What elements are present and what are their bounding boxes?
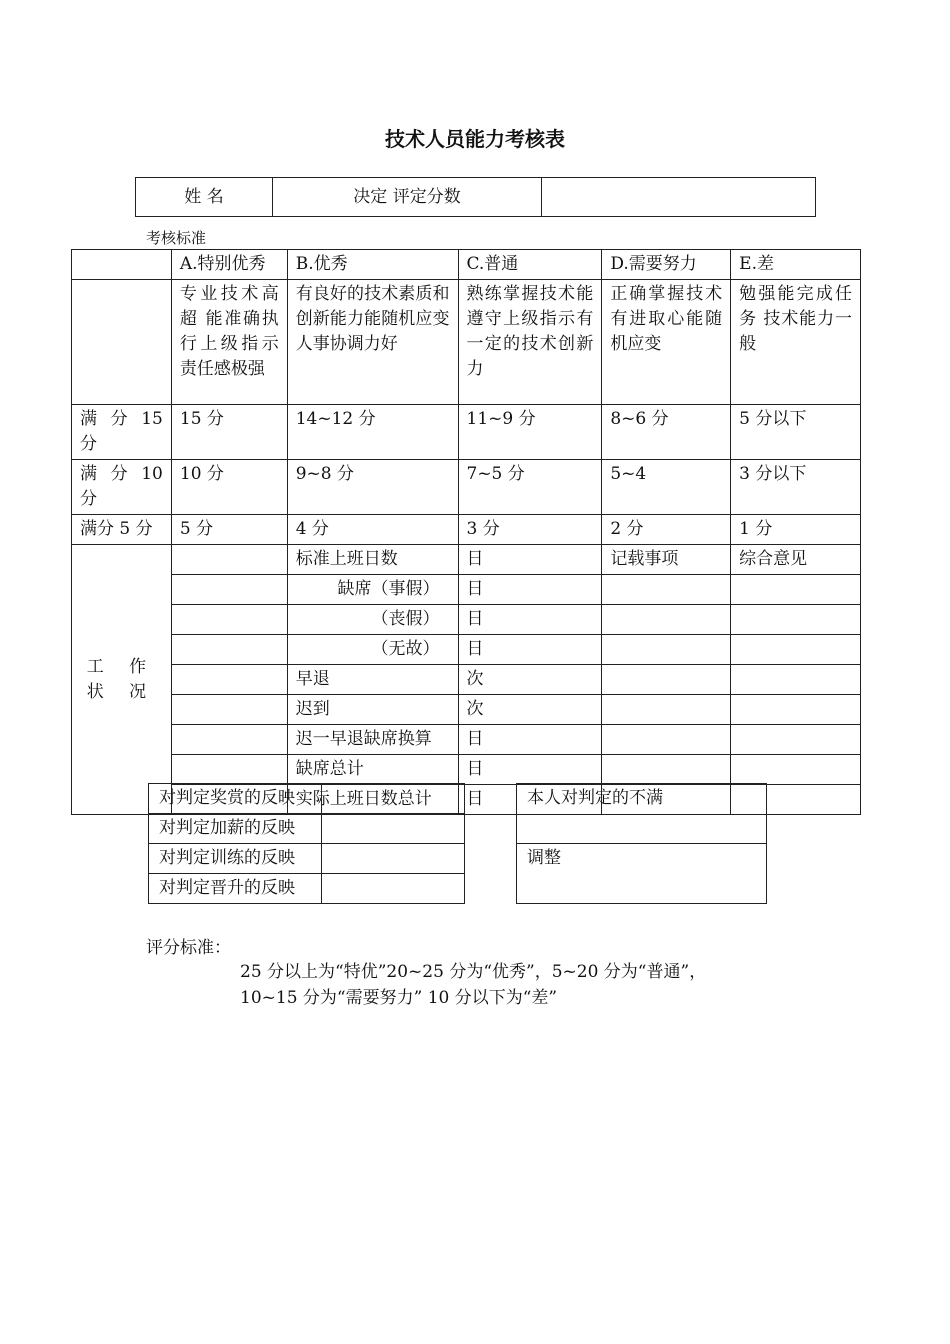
- desc-e: 勉强能完成任务 技术能力一般: [731, 280, 861, 405]
- assessment-table: [71, 249, 861, 815]
- response-field[interactable]: [322, 874, 465, 904]
- response-field[interactable]: [322, 814, 465, 844]
- desc-b: 有良好的技术素质和创新能力能随机应变人事协调力好: [287, 280, 458, 405]
- work-unit: 日: [458, 755, 602, 785]
- work-record[interactable]: [602, 695, 731, 725]
- work-unit: 日: [458, 545, 602, 575]
- work-unit: 日: [458, 575, 602, 605]
- work-item: 标准上班日数: [287, 545, 458, 575]
- work-record[interactable]: [602, 755, 731, 785]
- grade-d: D.需要努力: [602, 250, 731, 280]
- grade-b: B.优秀: [287, 250, 458, 280]
- work-item: 迟一早退缺席换算: [287, 725, 458, 755]
- work-blank-cell: [171, 605, 287, 635]
- work-unit: 日: [458, 605, 602, 635]
- score-cell: 1 分: [731, 515, 861, 545]
- work-blank-cell: [171, 755, 287, 785]
- work-item: 缺席总计: [287, 755, 458, 785]
- desc-corner-cell: [72, 280, 172, 405]
- response-label: 对判定训练的反映: [149, 844, 322, 874]
- score-cell: 5~4: [602, 460, 731, 515]
- work-item: 早退: [287, 665, 458, 695]
- score-row-label: 满 分 10分: [72, 460, 172, 515]
- score-cell: 5 分: [171, 515, 287, 545]
- work-record[interactable]: [602, 725, 731, 755]
- grade-e: E.差: [731, 250, 861, 280]
- desc-d: 正确掌握技术 有进取心能随机应变: [602, 280, 731, 405]
- work-unit: 日: [458, 725, 602, 755]
- work-record[interactable]: [602, 575, 731, 605]
- score-cell: 3 分以下: [731, 460, 861, 515]
- work-opinion[interactable]: [731, 635, 861, 665]
- work-item: 缺席（事假）: [287, 575, 458, 605]
- work-blank-cell: [171, 695, 287, 725]
- work-opinion[interactable]: [731, 695, 861, 725]
- score-cell: 8~6 分: [602, 405, 731, 460]
- score-cell: 7~5 分: [458, 460, 602, 515]
- work-blank-cell: [171, 665, 287, 695]
- score-cell: 5 分以下: [731, 405, 861, 460]
- score-row-label: 满分 5 分: [72, 515, 172, 545]
- corner-cell: [72, 250, 172, 280]
- score-value-field[interactable]: [542, 178, 816, 217]
- work-opinion[interactable]: [731, 605, 861, 635]
- work-blank-cell: [171, 635, 287, 665]
- work-record: 记载事项: [602, 545, 731, 575]
- work-unit: 日: [458, 635, 602, 665]
- work-record[interactable]: [602, 605, 731, 635]
- dissatisfaction-table: [516, 783, 767, 904]
- work-opinion[interactable]: [731, 755, 861, 785]
- score-cell: 15 分: [171, 405, 287, 460]
- scoring-label: 评分标准：: [146, 938, 231, 958]
- response-field[interactable]: [322, 784, 465, 814]
- response-label: 对判定加薪的反映: [149, 814, 322, 844]
- score-label: 决定 评定分数: [273, 178, 542, 217]
- scoring-line-2: 10~15 分为“需要努力” 10 分以下为“差”: [240, 988, 558, 1008]
- adjustment-field[interactable]: 调整: [517, 844, 767, 904]
- work-unit: 次: [458, 665, 602, 695]
- work-blank-cell: [171, 575, 287, 605]
- work-item: 实际上班日数总计: [287, 785, 458, 815]
- score-cell: 3 分: [458, 515, 602, 545]
- score-cell: 2 分: [602, 515, 731, 545]
- name-label: 姓 名: [136, 178, 273, 217]
- dissatisfaction-field[interactable]: 本人对判定的不满: [517, 784, 767, 844]
- score-cell: 14~12 分: [287, 405, 458, 460]
- response-label: 对判定奖赏的反映: [149, 784, 322, 814]
- work-unit: 日: [458, 785, 602, 815]
- work-record[interactable]: [602, 635, 731, 665]
- work-opinion: 综合意见: [731, 545, 861, 575]
- work-blank-cell: [171, 725, 287, 755]
- grade-c: C.普通: [458, 250, 602, 280]
- work-opinion[interactable]: [731, 575, 861, 605]
- response-table: [148, 783, 465, 904]
- grade-a: A.特别优秀: [171, 250, 287, 280]
- work-record[interactable]: [602, 665, 731, 695]
- score-row-label: 满 分 15分: [72, 405, 172, 460]
- score-cell: 4 分: [287, 515, 458, 545]
- work-item: （丧假）: [287, 605, 458, 635]
- score-cell: 9~8 分: [287, 460, 458, 515]
- name-score-table: [135, 177, 816, 217]
- work-opinion[interactable]: [731, 665, 861, 695]
- response-field[interactable]: [322, 844, 465, 874]
- desc-a: 专业技术高超 能准确执行上级指示责任感极强: [171, 280, 287, 405]
- work-item: 迟到: [287, 695, 458, 725]
- score-cell: 11~9 分: [458, 405, 602, 460]
- work-opinion[interactable]: [731, 725, 861, 755]
- work-blank-cell: [171, 545, 287, 575]
- desc-c: 熟练掌握技术能遵守上级指示有一定的技术创新力: [458, 280, 602, 405]
- page-title: 技术人员能力考核表: [385, 127, 565, 151]
- scoring-line-1: 25 分以上为“特优”20~25 分为“优秀”，5~20 分为“普通”，: [240, 962, 707, 982]
- response-label: 对判定晋升的反映: [149, 874, 322, 904]
- work-item: （无故）: [287, 635, 458, 665]
- standard-label: 考核标准: [146, 229, 207, 247]
- work-unit: 次: [458, 695, 602, 725]
- score-cell: 10 分: [171, 460, 287, 515]
- work-status-label: 工 作 状 况: [72, 545, 172, 815]
